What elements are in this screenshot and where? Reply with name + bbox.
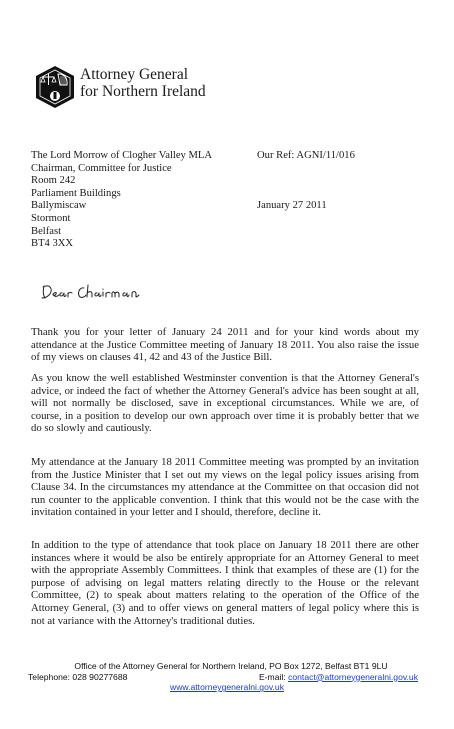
address-line: Chairman, Committee for Justice — [31, 162, 172, 174]
letterhead-footer — [0, 661, 454, 693]
footer-email-group — [259, 672, 418, 683]
address-line: Stormont — [31, 212, 71, 224]
title-line-1: Attorney General — [80, 66, 189, 83]
footer-address: Office of the Attorney General for Northern Ireland, PO Box 1272, Belfast BT1 9LU — [74, 661, 388, 671]
footer-website-row — [0, 682, 454, 693]
body-paragraph-3: My attendance at the January 18 2011 Committee meeting was prompted by an invitation from the Justice Minister that I set out my views on the legal policy issues arising from Clause 34. In the circumstances my attendance at the Committee on that occasion did not run counter to the applicable convention. I think that this would not be the case with the invitation contained in your letter and I should, therefore, decline it. — [31, 456, 419, 519]
address-line: Room 242 — [31, 175, 76, 187]
footer-telephone: Telephone: 028 90277688 — [28, 671, 128, 682]
salutation-handwriting — [40, 280, 150, 304]
body-paragraph-2: As you know the well established Westminster convention is that the Attorney General's advice, or indeed the fact of whether the Attorney General's advice has been sought at all, will not normally be disclosed, save in exceptional circumstances. While we are, of course, in a position to develop our own approach over time it is probably better that we do so slowly and cautiously. — [31, 372, 419, 435]
organisation-title — [80, 66, 206, 100]
address-line: Belfast — [31, 225, 62, 237]
letter-date: January 27 2011 — [257, 200, 327, 211]
address-line: Parliament Buildings — [31, 187, 121, 199]
handwritten-salutation — [40, 280, 150, 304]
address-line: Ballymiscaw — [31, 200, 87, 212]
attorney-general-logo — [33, 65, 77, 109]
address-line: The Lord Morrow of Clogher Valley MLA — [31, 150, 213, 161]
reference-number: Our Ref: AGNI/11/016 — [257, 150, 355, 161]
recipient-address — [31, 150, 212, 251]
footer-email-link[interactable]: contact@attorneygeneralni.gov.uk — [288, 671, 418, 682]
title-line-2: for Northern Ireland — [80, 83, 206, 100]
address-line: BT4 3XX — [31, 238, 74, 250]
body-paragraph-1: Thank you for your letter of January 24 2011 and for your kind words about my attendance at the Justice Committee meeting of January 18 2011. You also raise the issue of my views on clauses 41, 42 and 43 of the Justice Bill. — [31, 326, 419, 364]
body-paragraph-4: In addition to the type of attendance that took place on January 18 2011 there are other instances where it would be also be entirely appropriate for an Attorney General to meet with the appropriate Assembly Committees. I think that examples of these are (1) for the purpose of advising on legal matters relating directly to the House or the relevant Committee, (2) to speak about matters relating to the operation of the Office of the Attorney General, (3) and to offer views on general matters of legal policy where this is not at variance with the Attorney's traditional duties. — [31, 539, 419, 627]
footer-contact-row — [0, 672, 454, 683]
scales-harp-seal-icon — [33, 65, 77, 109]
footer-email-label: E-mail: — [258, 671, 289, 682]
footer-website-link[interactable]: www.attorneygeneralni.gov.uk — [169, 682, 284, 693]
